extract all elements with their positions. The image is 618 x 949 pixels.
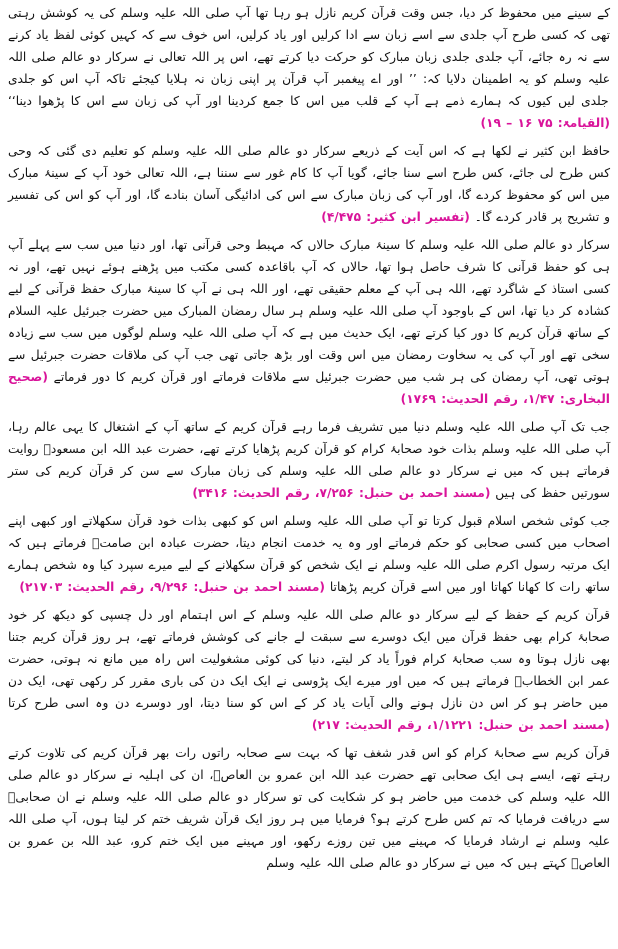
paragraph-text: کے سینے میں محفوظ کر دیا، جس وقت قرآن کریم نازل ہو رہا تھا آپ صلی اللہ علیہ وسلم کی یہ کوشش رہتی تھی کہ کسی طرح آپ جلدی سے اسے زبان سے ادا کرلیں اور یاد کرلیں، اس خوف سے کہ کہیں کوئی لفظ یاد کرنے سے نہ رہ جائے، آپ جلدی جلدی زبان مبارک کو حرکت دیا کرتے تھے، اس پر اللہ تعالی نے سرکار دو عالم صلی اللہ علیہ وسلم کو یہ اطمینان دلایا کہ: ’’ اور اے پیغمبر آپ قرآن پر اپنی زبان نہ ہلایا کیجئے تاکہ آپ اس کو جلدی جلدی لیں کیوں کہ ہمارے ذمے ہے آپ کے قلب میں اس کا جمع کردینا اور آپ کی زبان سے اس کا پڑھوا دینا‘‘ (8, 6, 610, 108)
citation-reference: (مسند احمد بن حنبل: ۷/۲۵۶، رقم الحدیث: ۳۴۱۶) (192, 486, 491, 500)
paragraph-teaching-companions (8, 416, 610, 504)
citation-reference: (مسند احمد بن حنبل: ۹/۲۹۶، رقم الحدیث: ۲۱۷۰۳) (19, 580, 325, 594)
citation-reference: (القیامۃ: ۷۵ ۱۶ – ۱۹) (480, 116, 610, 130)
paragraph-night-recitation (8, 742, 610, 874)
citation-reference: (تفسیر ابن کثیر: ۴/۴۷۵) (321, 210, 470, 224)
paragraph-ramadan-review (8, 234, 610, 410)
paragraph-text: قرآن کریم کے حفظ کے لیے سرکار دو عالم صلی اللہ علیہ وسلم کے اس اہتمام اور دل چسپی کو دیکھ کر خود صحابۂ کرام بھی حفظ قرآن میں ایک دوسرے سے سبقت لے جانے کی کوشش فرماتے تھے، ہر روز قرآن کریم جتنا بھی نازل ہوتا وہ سب صحابۂ کرام فوراً یاد کر لیتے، دنیا کی کوئی مشغولیت اس راہ میں مانع نہ ہوتی، حضرت عمر ابن الخطابؓ فرماتے ہیں کہ میں اور میرے ایک پڑوسی نے ایک ایک دن کی باری مقرر کر رکھی تھی، ایک دن میں حاضر ہو کر اس دن نازل ہونے والی آیات یاد کر کے اس کو سنا دیتا، اور دوسرے دن وہ اسی طرح کرتا (8, 608, 610, 710)
citation-reference: (صحیح البخاری: ۱/۴۷، رقم الحدیث: ۱۷۶۹) (8, 370, 610, 406)
paragraph-quran-preservation (8, 2, 610, 134)
paragraph-companions-memorization (8, 604, 610, 736)
paragraph-ibn-kathir (8, 140, 610, 228)
paragraph-text: قرآن کریم سے صحابۂ کرام کو اس قدر شغف تھا کہ بہت سے صحابہ راتوں رات بھر قرآن کریم کی تلاوت کرتے رہتے تھے، ایسے ہی ایک صحابی تھے حضرت عبد اللہ ابن عمرو بن العاصؓ، ان کی اہلیہ نے سرکار دو عالم صلی اللہ علیہ وسلم کی خدمت میں حاضر ہو کر شکایت کی تو سرکار دو عالم صلی اللہ علیہ وسلم نے ان صحابیؓ سے دریافت فرمایا کہ تم کس طرح کرتے ہو؟ فرمایا میں ہر روز ایک قرآن شریف ختم کر لیتا ہوں، آپ صلی اللہ علیہ وسلم نے ارشاد فرمایا کہ مہینے میں تین روزے رکھو، اور مہینے میں ایک ختم کرو، عبد اللہ بن عمرو بن العاصؓ کہتے ہیں کہ میں نے سرکار دو عالم صلی اللہ علیہ وسلم (8, 746, 610, 870)
paragraph-new-muslims (8, 510, 610, 598)
paragraph-text: حافظ ابن کثیر نے لکھا ہے کہ اس آیت کے ذریعے سرکار دو عالم صلی اللہ علیہ وسلم کو تعلیم دی گئی کہ وحی کس طرح لی جائے، کس طرح اسے سنا جائے، گویا آپ کا کام غور سے سننا ہے، اللہ تعالی خود آپ کے سینۂ مبارک میں اس کو محفوظ کردے گا، اور آپ کی زبان مبارک سے اس کی ادائیگی آسان بنادے گا، اور آپ کو اس کی تفسیر و تشریح پر قادر کردے گا۔ (8, 144, 610, 224)
paragraph-text: سرکار دو عالم صلی اللہ علیہ وسلم کا سینۂ مبارک حالاں کہ مہبط وحی قرآنی تھا، اور دنیا میں سب سے پہلے آپ ہی کو حفظ قرآنی کا شرف حاصل ہوا تھا، حالاں کہ آپ باقاعدہ کسی مکتب میں پڑھنے ہوئے نہیں تھے، اور نہ کسی استاذ کے شاگرد تھے، اللہ ہی آپ کے معلم حقیقی تھے، اور اللہ ہی نے آپ کا سینۂ مبارک حفظ قرآنی کے لیے کشادہ کر دیا تھا، اس کے باوجود آپ صلی اللہ علیہ وسلم ہر سال رمضان المبارک میں حضرت جبرئیل علیہ السلام کے ساتھ قرآن کریم کا دور کیا کرتے تھے، ایک حدیث میں ہے کہ آپ صلی اللہ علیہ وسلم لوگوں میں سب سے زیادہ سخی تھے اور آپ کی یہ سخاوت رمضان میں اس وقت اور بڑھ جاتی تھی جب آپ کی ملاقات حضرت جبرئیل سے ہوتی تھی، آپ رمضان کی ہر شب میں حضرت جبرئیل سے ملاقات فرماتے اور قرآن کریم کا دور فرماتے (8, 238, 610, 384)
citation-reference: (مسند احمد بن حنبل: ۱/۱۲۲۱، رقم الحدیث: ۲۱۷) (311, 718, 610, 732)
paragraph-text: جب تک آپ صلی اللہ علیہ وسلم دنیا میں تشریف فرما رہے قرآن کریم کے ساتھ آپ کے اشتغال کا یہی عالم رہا، آپ صلی اللہ علیہ وسلم بذات خود صحابۂ کرام کو قرآن کریم پڑھایا کرتے تھے، حضرت عبد اللہ ابن مسعودؓ روایت فرماتے ہیں کہ میں نے سرکار دو عالم صلی اللہ علیہ وسلم کی زبان مبارک سے سن کر قرآن کریم کی ستر سورتیں حفظ کی ہیں (8, 420, 610, 500)
paragraph-text: جب کوئی شخص اسلام قبول کرتا تو آپ صلی اللہ علیہ وسلم اس کو کبھی بذات خود قرآن سکھلاتے اور کبھی اپنے اصحاب میں کسی صحابی کو حکم فرماتے اور وہ یہ خدمت انجام دیتا، حضرت عبادہ ابن صامتؓ فرماتے ہیں کہ ایک مرتبہ رسول اکرم صلی اللہ علیہ وسلم نے ایک شخص کو قرآن سکھلانے کے لیے میرے سپرد کیا وہ شخص ہمارے ساتھ رات کا کھانا کھاتا اور میں اسے قرآن کریم پڑھاتا (8, 514, 610, 594)
